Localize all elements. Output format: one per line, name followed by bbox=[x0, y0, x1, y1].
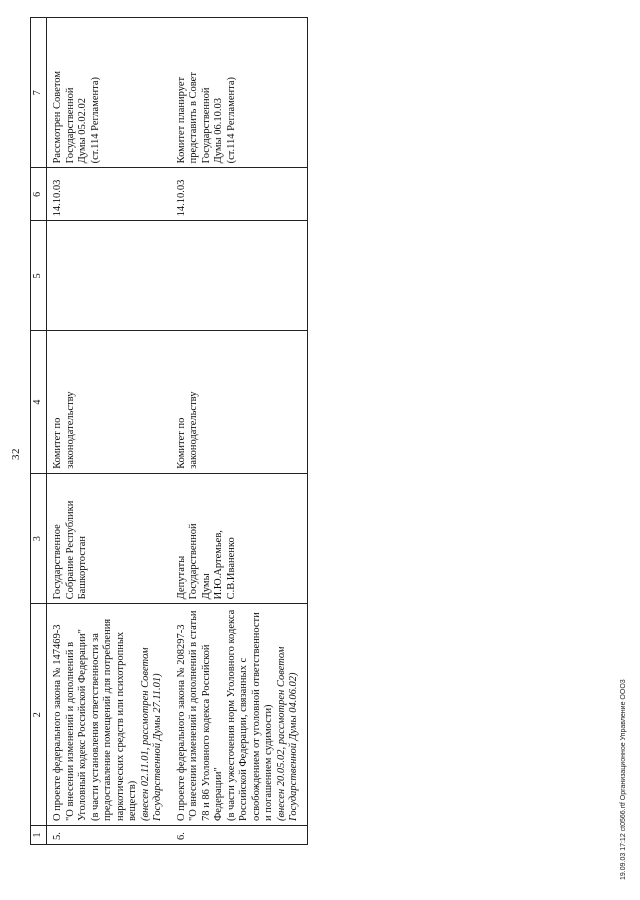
column-header-7: 7 bbox=[31, 18, 47, 168]
bill-title-line: О проекте федерального закона № 147469-3 bbox=[52, 624, 63, 822]
status-cell bbox=[47, 18, 171, 168]
initiator bbox=[47, 473, 171, 604]
committee-line: Комитет по bbox=[52, 417, 63, 469]
column-5-cell bbox=[171, 221, 308, 331]
bill-title-line: предоставление помещений для потребления bbox=[102, 618, 113, 822]
bill-title-line: Федерации" bbox=[213, 767, 224, 822]
bill-title-line: Российской Федерации, связанных с bbox=[238, 657, 249, 822]
committee-line: законодательству bbox=[64, 391, 76, 469]
initiator-line: Депутаты bbox=[175, 555, 187, 600]
bill-title-line: Уголовный кодекс Российской Федерации" bbox=[77, 629, 88, 822]
date-cell: 14.10.03 bbox=[47, 168, 171, 221]
bill-note-line: Государственной Думы 04.06.02) bbox=[288, 672, 299, 822]
row-number: 6. bbox=[171, 826, 308, 845]
column-5-cell bbox=[47, 221, 171, 331]
status-line: Комитет планирует bbox=[175, 76, 187, 164]
initiator-line: Государственной bbox=[188, 523, 199, 600]
initiator-line: Башкортостан bbox=[77, 536, 88, 600]
bill-note-line: (внесен 20.05.02, рассмотрен Советом bbox=[275, 646, 287, 822]
bill-title-line: наркотических средств или психотропных bbox=[114, 631, 126, 822]
bill-title-line: "О внесении изменений и дополнений в bbox=[64, 641, 76, 822]
status-line: (ст.114 Регламента) bbox=[89, 77, 101, 164]
initiator bbox=[171, 473, 308, 604]
column-header-1: 1 bbox=[31, 826, 47, 845]
column-header-3: 3 bbox=[31, 473, 47, 604]
status-line: Рассмотрен Советом bbox=[52, 71, 63, 164]
bill-note-line: (внесен 02.11.01, рассмотрен Советом bbox=[139, 647, 151, 822]
column-header-2: 2 bbox=[31, 604, 47, 826]
bill-title bbox=[47, 604, 171, 826]
bill-title-line: и погашением судимости) bbox=[263, 704, 274, 822]
initiator-line: С.В.Иваненко bbox=[225, 537, 237, 600]
bill-title bbox=[171, 604, 308, 826]
bill-title-line: освобождением от уголовной ответственности bbox=[250, 612, 262, 822]
initiator-line: И.Ю.Артемьев, bbox=[213, 530, 224, 600]
page-number: 32 bbox=[10, 448, 22, 460]
responsible-committee bbox=[47, 331, 171, 473]
bill-title-line: веществ) bbox=[127, 780, 138, 822]
bill-title-line: (в части установления ответственности за bbox=[89, 633, 101, 822]
status-line: (ст.114 Регламента) bbox=[225, 77, 237, 164]
initiator-line: Собрание Республики bbox=[64, 500, 76, 600]
column-header-5: 5 bbox=[31, 221, 47, 331]
bill-title-line: О проекте федерального закона № 208297-3 bbox=[175, 624, 187, 822]
status-line: Думы 06.10.03 bbox=[213, 98, 224, 164]
committee-line: законодательству bbox=[188, 391, 199, 469]
date-cell: 14.10.03 bbox=[171, 168, 308, 221]
initiator-line: Государственное bbox=[52, 524, 63, 600]
column-header-6: 6 bbox=[31, 168, 47, 221]
status-line: представить в Совет bbox=[188, 72, 199, 164]
status-line: Государственной bbox=[64, 87, 76, 164]
document-footer: 19.09.03 17:12 ct0566.rtf Организационное Управление ООО3 bbox=[620, 679, 627, 880]
status-line: Думы 05.02.02 bbox=[77, 98, 88, 164]
committee-line: Комитет по bbox=[175, 417, 187, 469]
initiator-line: Думы bbox=[200, 573, 212, 600]
table-row bbox=[47, 18, 171, 845]
bill-title-line: (в части ужесточения норм Уголовного кодекса bbox=[225, 609, 237, 822]
column-header-4: 4 bbox=[31, 331, 47, 473]
status-cell bbox=[171, 18, 308, 168]
responsible-committee bbox=[171, 331, 308, 473]
bill-note-line: Государственной Думы 27.11.01) bbox=[152, 673, 163, 822]
bill-title-line: "О внесении изменений и дополнений в статьи bbox=[188, 610, 199, 822]
status-line: Государственной bbox=[200, 87, 212, 164]
bill-title-line: 78 и 86 Уголовного кодекса Российской bbox=[200, 644, 212, 822]
row-number: 5. bbox=[47, 826, 171, 845]
table-row bbox=[171, 18, 308, 845]
bills-table bbox=[30, 17, 308, 845]
column-number-row bbox=[31, 18, 47, 845]
